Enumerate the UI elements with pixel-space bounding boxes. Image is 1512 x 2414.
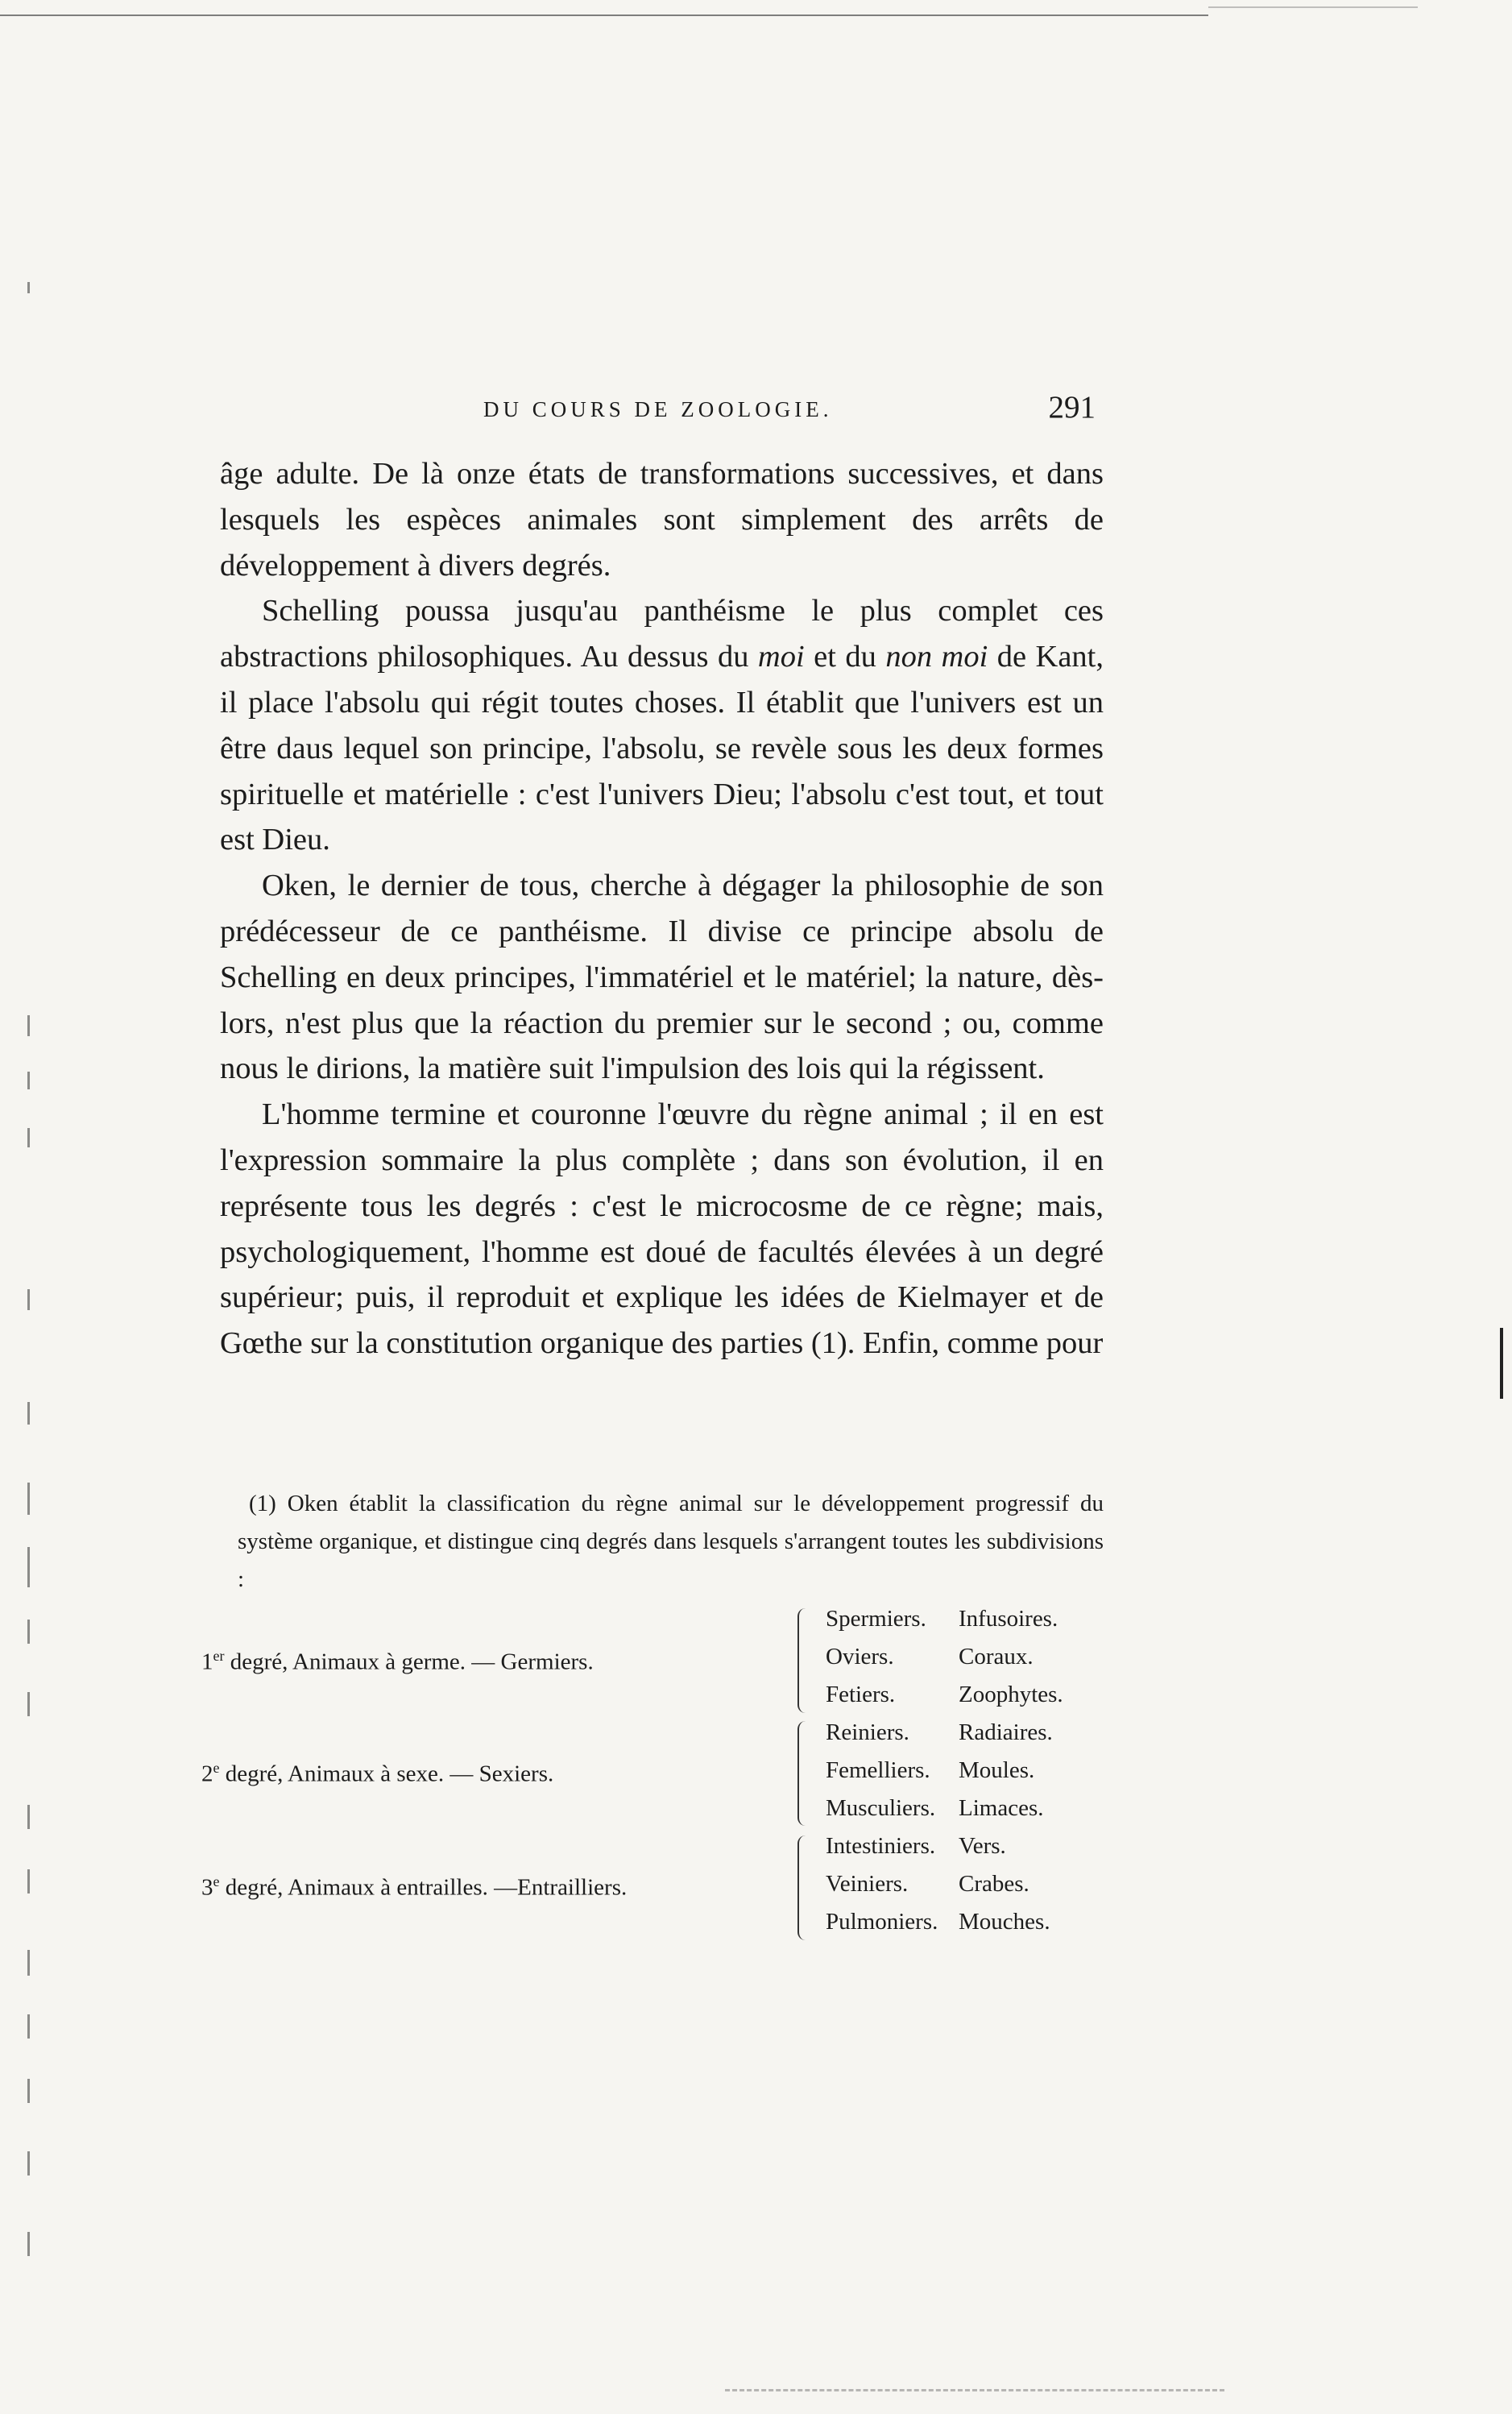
text-run: et du (804, 640, 886, 674)
gutter-mark (27, 1289, 30, 1310)
text-run: de Kant, il place l'absolu qui régit toutes choses. Il établit que l'univers est un être daus lequel son principe, l'absolu, se revèle sous les deux formes spirituelle et matérielle : c'est l'univers Dieu; l'absolu c'est tout, et tout est Dieu. (220, 640, 1104, 857)
class-name: Musculiers. (826, 1795, 936, 1821)
gutter-mark (27, 1620, 30, 1644)
gutter-mark (27, 2079, 30, 2103)
brace (797, 1721, 814, 1826)
degree-label (201, 1873, 627, 1902)
class-row (826, 1719, 1053, 1746)
degree-text: degré, Animaux à sexe. — Sexiers. (219, 1761, 554, 1787)
brace (797, 1835, 814, 1940)
class-name: Veiniers. (826, 1871, 909, 1897)
class-group: Coraux. (959, 1644, 1034, 1669)
class-row (826, 1757, 1034, 1784)
gutter-mark (27, 1950, 30, 1976)
footnote-marker: (1) (249, 1491, 276, 1516)
scan-top-rule-tail (1208, 6, 1418, 8)
class-group: Zoophytes. (959, 1682, 1063, 1707)
gutter-mark (27, 2232, 30, 2256)
class-name: Femelliers. (826, 1757, 930, 1783)
class-row (826, 1833, 1006, 1860)
degree-number: 2 (201, 1761, 213, 1787)
degree-text: degré, Animaux à germe. — Germiers. (224, 1649, 594, 1675)
class-row (826, 1909, 1050, 1935)
paragraph (220, 588, 1104, 863)
degree-label (201, 1648, 594, 1676)
class-name: Reiniers. (826, 1719, 909, 1745)
degree-number: 3 (201, 1874, 213, 1901)
page-number: 291 (1048, 390, 1096, 425)
class-row (826, 1871, 1029, 1898)
paragraph: âge adulte. De là onze états de transformations successives, et dans lesquels les espèces animales sont simplement des arrêts de développement à divers degrés. (220, 457, 1104, 583)
degree-suffix: e (213, 1760, 220, 1776)
degree-label (201, 1760, 553, 1788)
class-name: Fetiers. (826, 1682, 896, 1707)
class-name: Intestiniers. (826, 1833, 936, 1859)
brace (797, 1608, 814, 1713)
gutter-mark (27, 1015, 30, 1036)
class-name: Pulmoniers. (826, 1909, 938, 1935)
gutter-mark (27, 1483, 30, 1515)
class-row (826, 1795, 1043, 1822)
gutter-mark (27, 1805, 30, 1829)
degree-suffix: er (213, 1648, 225, 1664)
class-group: Crabes. (959, 1871, 1029, 1897)
gutter-mark (27, 1072, 30, 1089)
text-run: Schelling poussa jusqu'au panthéisme le plus complet ces abstractions philosophiques. Au dessus du (220, 594, 1104, 674)
degree-suffix: e (213, 1873, 220, 1889)
class-group: Moules. (959, 1757, 1035, 1783)
class-group: Limaces. (959, 1795, 1044, 1821)
class-name: Oviers. (826, 1644, 894, 1669)
gutter-mark (27, 1128, 30, 1147)
italic-term: non moi (885, 640, 988, 674)
scan-top-rule (0, 15, 1208, 16)
class-group: Infusoires. (959, 1606, 1058, 1632)
scan-bottom-dashes (725, 2389, 1224, 2391)
gutter-mark (27, 1692, 30, 1716)
class-row (826, 1606, 1058, 1632)
paragraph: L'homme termine et couronne l'œuvre du règne animal ; il en est l'expression sommaire la plus complète ; dans son évolution, il en représente tous les degrés : c'est le microcosme de ce règne; mais, psychologiquement, l'homme est doué de facultés élevées à un degré supérieur; puis, il reproduit et explique les idées de Kielmayer et de Gœthe sur la constitution organique des parties (1). Enfin, comme pour (220, 1097, 1104, 1361)
footnote-body: Oken établit la classification du règne animal sur le développement progressif du système organique, et distingue cinq degrés dans lesquels s'arrangent toutes les subdivisions : (238, 1491, 1104, 1592)
italic-term: moi (757, 640, 805, 674)
class-group: Mouches. (959, 1909, 1050, 1935)
class-group: Vers. (959, 1833, 1006, 1859)
gutter-mark (27, 2151, 30, 2176)
degree-number: 1 (201, 1649, 213, 1675)
class-name: Spermiers. (826, 1606, 926, 1632)
class-group: Radiaires. (959, 1719, 1053, 1745)
gutter-mark (27, 1402, 30, 1425)
footnote-text (238, 1485, 1104, 1599)
gutter-mark (27, 2014, 30, 2039)
running-title: DU COURS DE ZOOLOGIE. (483, 397, 833, 421)
scan-edge-mark (1500, 1328, 1503, 1399)
gutter-mark (27, 282, 30, 293)
degree-text: degré, Animaux à entrailles. —Entrailliers. (219, 1874, 628, 1901)
body-text (220, 451, 1104, 1367)
class-row (826, 1644, 1034, 1670)
running-head (483, 389, 1112, 438)
class-row (826, 1682, 1063, 1708)
gutter-mark (27, 1547, 30, 1587)
footnote (238, 1485, 1104, 1599)
paragraph: Oken, le dernier de tous, cherche à dégager la philosophie de son prédécesseur de ce panthéisme. Il divise ce principe absolu de Schelling en deux principes, l'immatériel et le matériel; la nature, dès-lors, n'est plus que la réaction du premier sur le second ; ou, comme nous le dirions, la matière suit l'impulsion des lois qui la régissent. (220, 869, 1104, 1086)
classification-table (201, 1602, 1128, 1972)
gutter-mark (27, 1869, 30, 1893)
